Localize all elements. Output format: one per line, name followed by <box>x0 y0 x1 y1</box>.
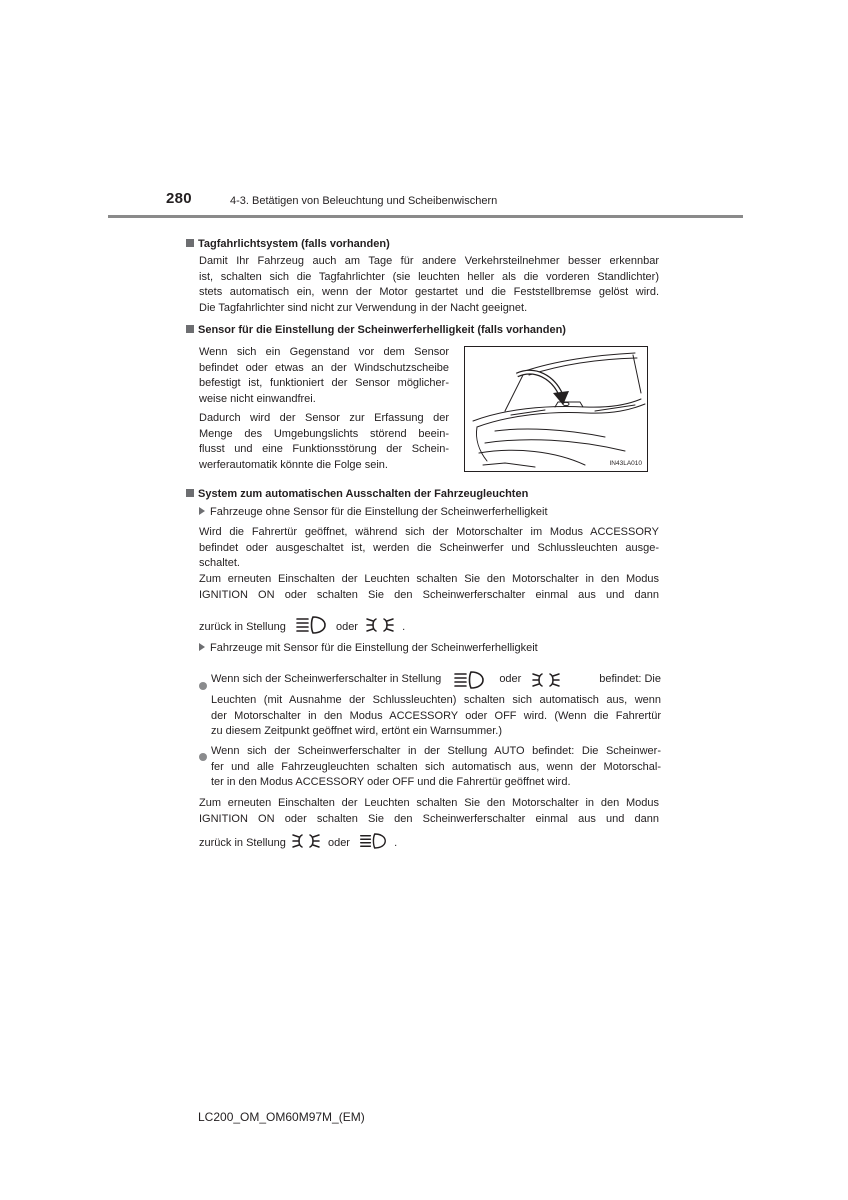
bullet-1-paragraph <box>211 693 661 740</box>
text-line: schaltet. <box>199 557 240 570</box>
text-line: Zum erneuten Einschalten der Leuchten schalten Sie den Motorschalter in den Modus <box>199 797 659 809</box>
text-line: werferautomatik könnte die Folge sein. <box>199 458 388 471</box>
text-fragment: befindet: Die <box>599 673 661 686</box>
text-fragment: Wenn sich der Scheinwerferschalter in Stellung <box>211 673 442 686</box>
text-line: weise nicht einwandfrei. <box>199 392 316 405</box>
section1-paragraph <box>199 254 659 316</box>
subheading-text: Fahrzeuge mit Sensor für die Einstellung der Scheinwerferhelligkeit <box>210 642 538 654</box>
square-bullet-icon <box>186 239 194 247</box>
sensor-location-illustration <box>464 346 648 472</box>
section3-paragraph-3 <box>199 796 659 827</box>
text-line: zu diesem Zeitpunkt geöffnet wird, ertönt ein Warnsummer.) <box>211 725 503 738</box>
text-line: fer und alle Fahrzeugleuchten schalten sich automatisch aus, wenn der Motorschal- <box>211 760 661 773</box>
page-number: 280 <box>166 190 192 207</box>
heading-text: System zum automatischen Ausschalten der Fahrzeugleuchten <box>198 488 529 500</box>
subheading-without-sensor <box>199 506 548 518</box>
text-line: ist, schalten sich die Tagfahrlichter (sie leuchten heller als die vorderen Standlichter) <box>199 270 659 283</box>
text-line: Dadurch wird der Sensor zur Erfassung der <box>199 412 449 424</box>
text-line: IGNITION ON oder schalten Sie den Scheinwerferschalter einmal aus und dann <box>199 812 659 825</box>
circle-bullet-icon <box>199 748 207 766</box>
text-fragment: zurück in Stellung <box>199 621 286 633</box>
triangle-bullet-icon <box>199 643 205 651</box>
tail-light-icon <box>291 831 321 851</box>
chapter-title: 4-3. Betätigen von Beleuchtung und Scheibenwischern <box>230 195 498 207</box>
section-heading-auto-off <box>186 488 528 500</box>
text-line: Wenn sich der Scheinwerferschalter in der Stellung AUTO befindet: Die Scheinwer- <box>211 745 661 757</box>
bullet-2-paragraph <box>211 744 661 791</box>
vehicle-windshield-drawing <box>465 347 647 471</box>
text-line: Wenn sich ein Gegenstand vor dem Sensor <box>199 346 449 358</box>
text-line: befindet oder etwas an der Windschutzscheibe <box>199 361 449 374</box>
text-fragment: oder <box>335 621 358 633</box>
text-line: Menge des Umgebungslichts störend beein- <box>199 427 449 440</box>
square-bullet-icon <box>186 325 194 333</box>
section3-paragraph-1 <box>199 525 659 572</box>
header-rule <box>108 215 743 218</box>
text-line: Damit Ihr Fahrzeug auch am Tage für andere Verkehrsteilnehmer besser erkennbar <box>199 255 659 267</box>
text-line: befindet oder ausgeschaltet ist, werden die Scheinwerfer und Schlussleuchten ausge- <box>199 541 659 554</box>
heading-text: Tagfahrlichtsystem (falls vorhanden) <box>198 238 390 250</box>
text-line: flusst und eine Funktionsstörung der Schein- <box>199 443 449 456</box>
section2-paragraph-1 <box>199 345 449 407</box>
figure-label: IN43LA010 <box>609 460 642 467</box>
text-line: Zum erneuten Einschalten der Leuchten schalten Sie den Motorschalter in den Modus <box>199 573 659 585</box>
section-heading-light-sensor <box>186 324 566 336</box>
text-line: ter in den Modus ACCESSORY oder OFF und die Fahrertür geöffnet wird. <box>211 776 571 789</box>
text-line: befestigt ist, funktioniert der Sensor möglicher- <box>199 377 449 390</box>
subheading-with-sensor <box>199 642 538 654</box>
text-fragment: . <box>394 837 398 849</box>
section-heading-daytime-running-lights <box>186 238 390 250</box>
headlight-icon <box>453 670 485 690</box>
text-line: Die Tagfahrlichter sind nicht zur Verwendung in der Nacht geeignet. <box>199 301 528 314</box>
return-position-line-1 <box>199 615 405 636</box>
circle-bullet-icon <box>199 677 207 695</box>
text-line: Wird die Fahrertür geöffnet, während sich der Motorschalter im Modus ACCESSORY <box>199 526 659 538</box>
text-fragment: oder <box>327 837 350 849</box>
bullet-1-first-line <box>211 670 661 690</box>
text-line: Leuchten (mit Ausnahme der Schlussleuchten) schalten sich automatisch aus, wenn <box>211 694 661 706</box>
text-fragment: oder <box>499 673 522 686</box>
headlight-icon <box>295 615 327 635</box>
tail-light-icon <box>365 615 395 635</box>
text-fragment: zurück in Stellung <box>199 837 286 849</box>
return-position-line-2 <box>199 831 397 852</box>
text-line: IGNITION ON oder schalten Sie den Scheinwerferschalter einmal aus und dann <box>199 588 659 601</box>
text-fragment: . <box>402 621 406 633</box>
section3-paragraph-2 <box>199 572 659 603</box>
square-bullet-icon <box>186 489 194 497</box>
tail-light-icon <box>531 670 561 690</box>
text-line: stets automatisch ein, wenn der Motor gestartet und die Feststellbremse gelöst wird. <box>199 286 659 299</box>
headlight-icon <box>359 831 387 851</box>
subheading-text: Fahrzeuge ohne Sensor für die Einstellung der Scheinwerferhelligkeit <box>210 506 548 518</box>
section2-paragraph-2 <box>199 411 449 473</box>
document-code: LC200_OM_OM60M97M_(EM) <box>198 1110 365 1124</box>
text-line: der Motorschalter in den Modus ACCESSORY oder OFF wird. (Wenn die Fahrertür <box>211 709 661 722</box>
triangle-bullet-icon <box>199 507 205 515</box>
heading-text: Sensor für die Einstellung der Scheinwerferhelligkeit (falls vorhanden) <box>198 324 566 336</box>
